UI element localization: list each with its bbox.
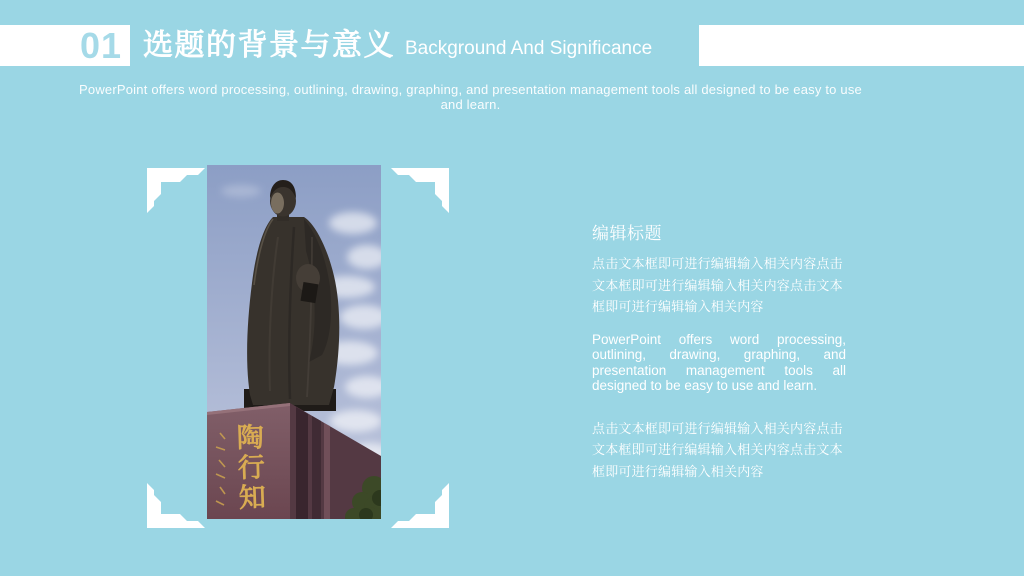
content-paragraph-2: PowerPoint offers word processing, outlining, drawing, graphing, and presentation management tools all designed to be easy to use and learn. bbox=[592, 331, 846, 393]
statue-photo bbox=[207, 165, 381, 519]
pedestal-inscription: 陶行知 bbox=[231, 422, 266, 514]
text-content bbox=[592, 219, 846, 482]
section-number-bar bbox=[0, 25, 130, 66]
header-subtitle: PowerPoint offers word processing, outlining, drawing, graphing, and presentation management tools all designed to be easy to use and learn. bbox=[79, 82, 862, 112]
content-paragraph-1: 点击文本框即可进行编辑输入相关内容点击文本框即可进行编辑输入相关内容点击文本框即可进行编辑输入相关内容 bbox=[592, 256, 843, 314]
slide-title-zh: 选题的背景与意义 bbox=[143, 29, 395, 62]
section-number: 01 bbox=[79, 24, 122, 66]
header-right-bar bbox=[699, 25, 1024, 66]
content-paragraph-3: 点击文本框即可进行编辑输入相关内容点击文本框即可进行编辑输入相关内容点击文本框即可进行编辑输入相关内容 bbox=[592, 420, 843, 479]
content-heading: 编辑标题 bbox=[592, 224, 662, 243]
slide-title-en: Background And Significance bbox=[405, 38, 653, 59]
